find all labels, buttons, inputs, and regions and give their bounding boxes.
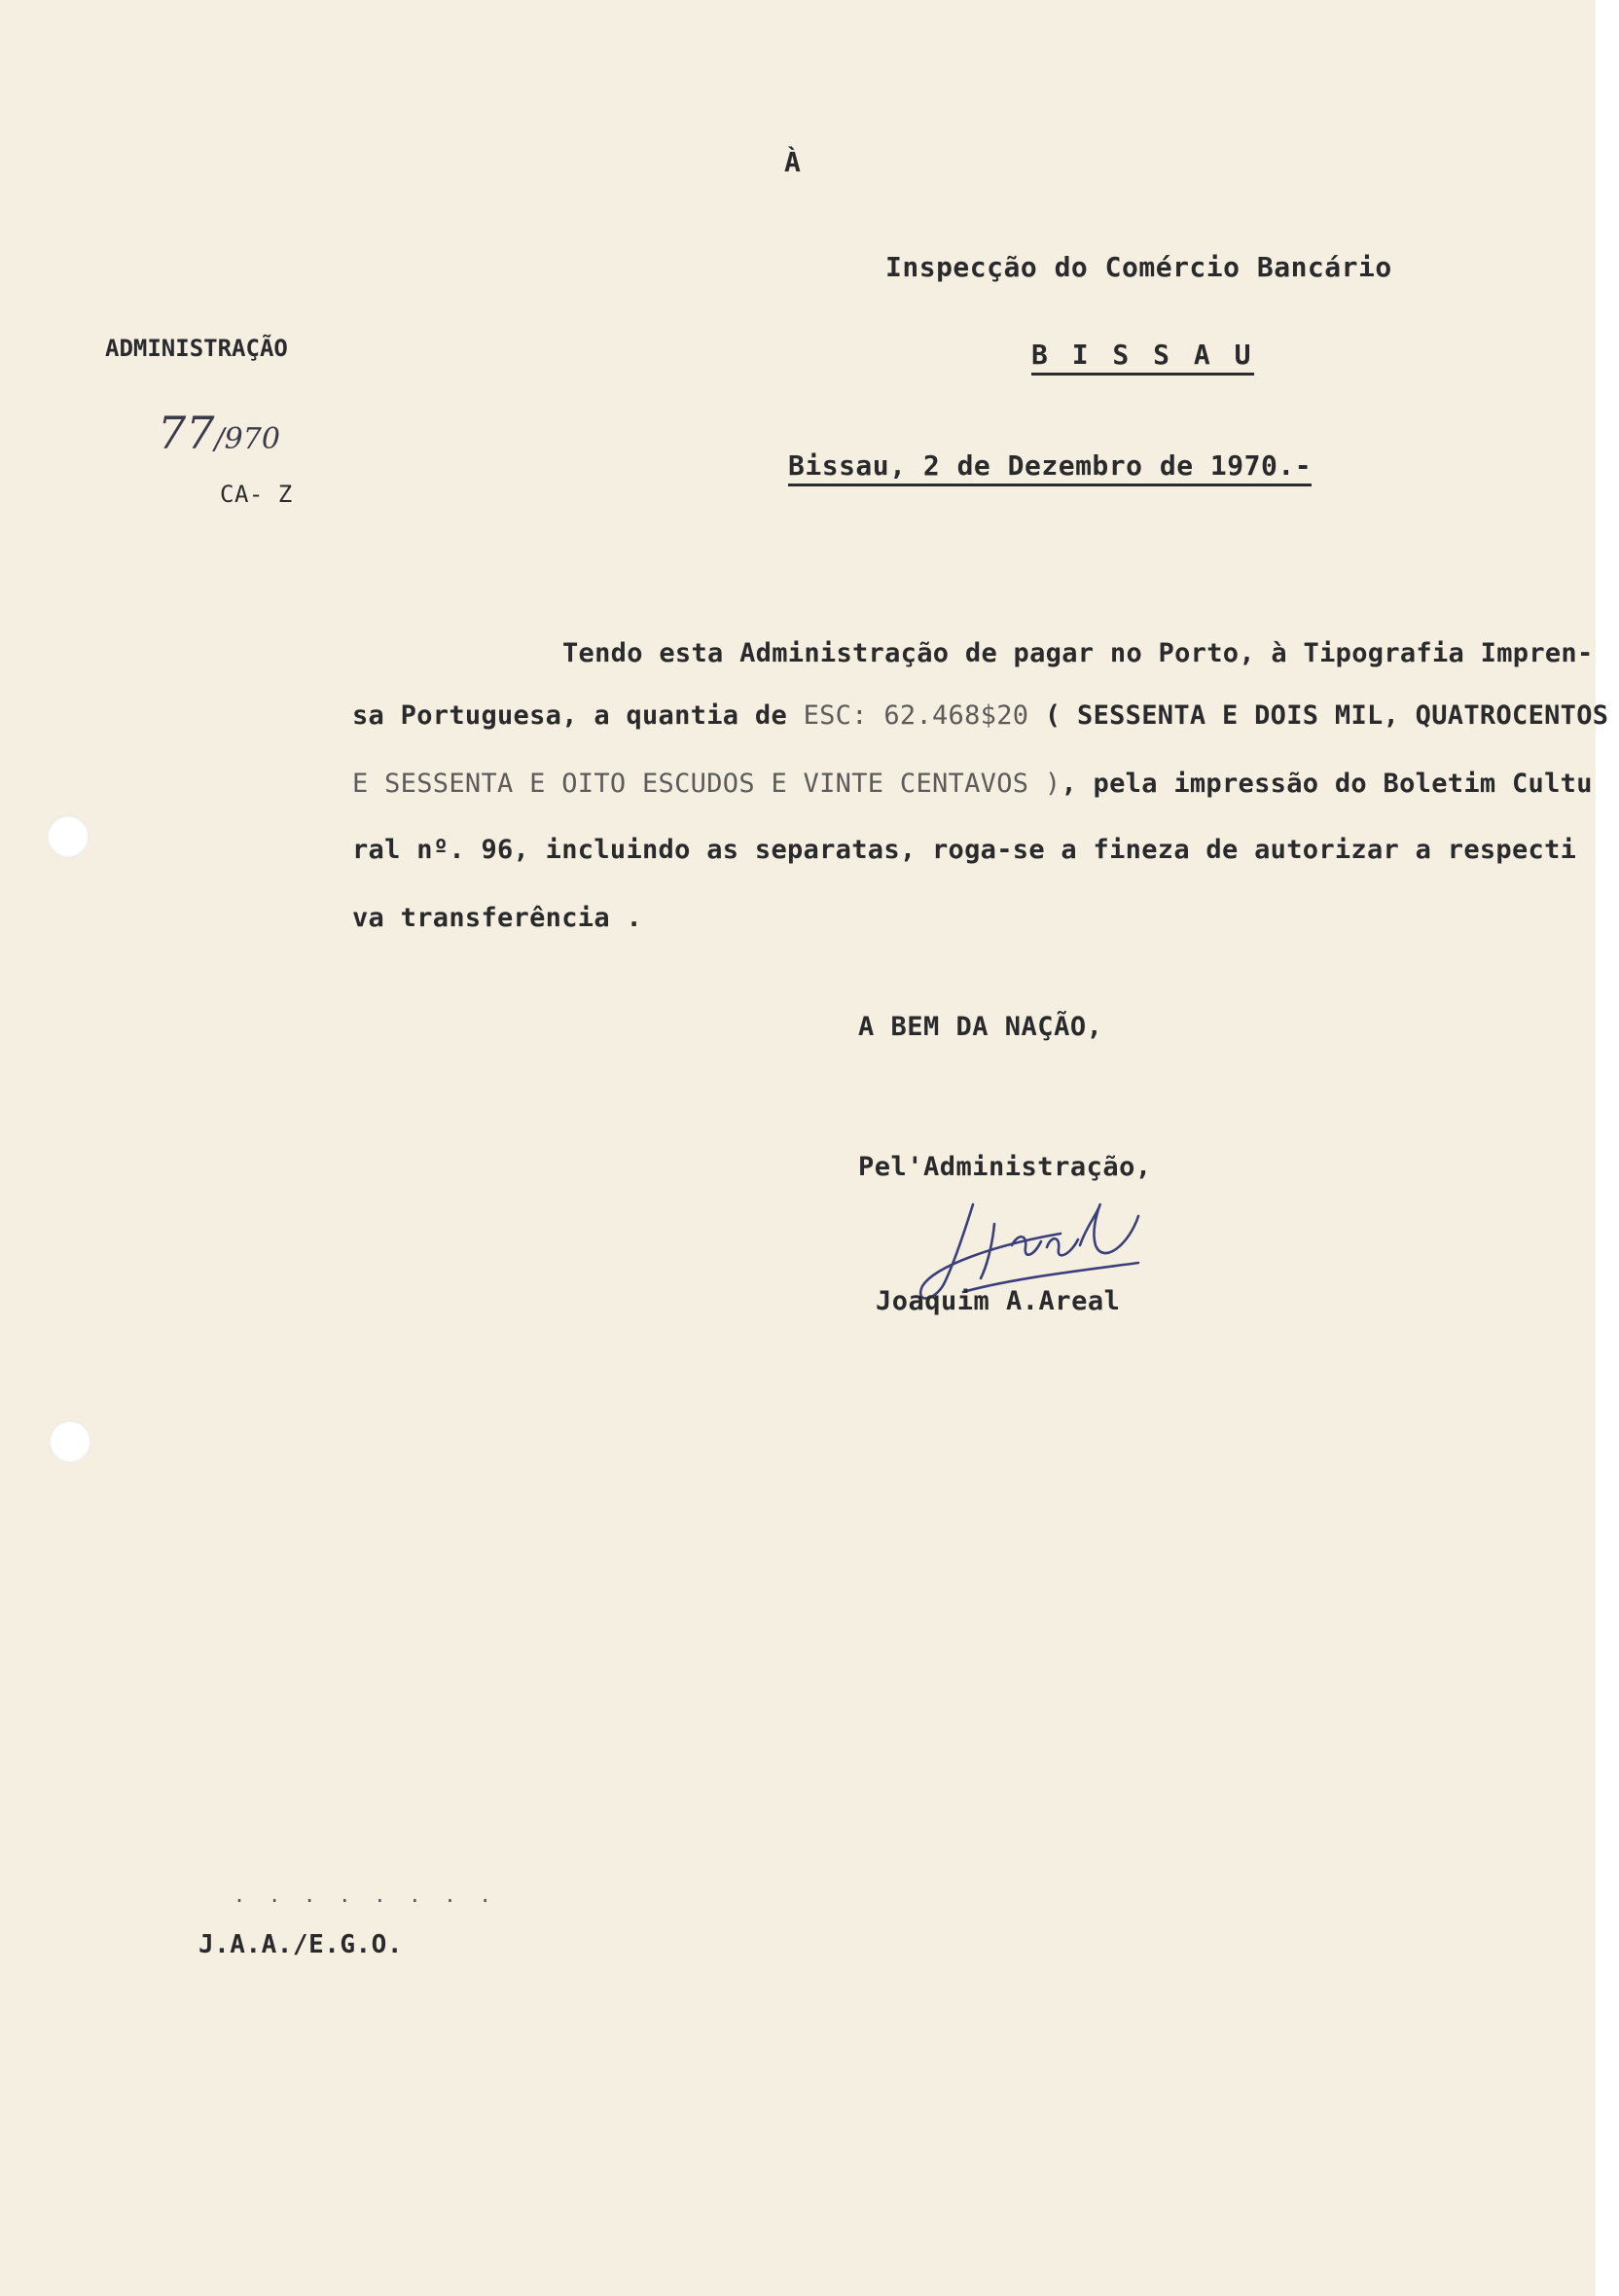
reference-number (158, 407, 280, 459)
body-line-2 (352, 700, 1617, 731)
body-line-5: va transferência . (352, 903, 642, 933)
on-behalf-line: Pel'Administração, (858, 1152, 1152, 1182)
recipient-name: Inspecção do Comércio Bancário (885, 251, 1392, 283)
punch-hole-top (47, 815, 90, 858)
footer-dots: . . . . . . . . (234, 1883, 497, 1907)
typist-initials: J.A.A./E.G.O. (198, 1930, 403, 1959)
punch-hole-bottom (49, 1420, 91, 1463)
reference-year: /970 (214, 422, 280, 456)
body-line-2-text: sa Portuguesa, a quantia de (352, 700, 804, 731)
signatory-name: Joaquim A.Areal (876, 1286, 1121, 1316)
top-mark: À (784, 146, 802, 178)
recipient-city: B I S S A U (1031, 339, 1254, 376)
body-line-3 (352, 769, 1617, 799)
reference-code: CA- Z (220, 481, 293, 508)
body-line-1: Tendo esta Administração de pagar no Porto, à Tipografia Impren- (562, 638, 1594, 668)
department-stamp: ADMINISTRAÇÃO (105, 335, 288, 362)
date-line: Bissau, 2 de Dezembro de 1970.- (788, 449, 1312, 486)
reference-handwritten: 77 (158, 407, 215, 459)
salutation: A BEM DA NAÇÃO, (858, 1012, 1103, 1042)
page-edge-strip (1596, 0, 1619, 2296)
amount-words-part-2: E SESSENTA E OITO ESCUDOS E VINTE CENTAVOS ) (352, 769, 1061, 799)
body-line-3-text: , pela impressão do Boletim Cultu (1061, 769, 1593, 799)
paren-open: ( (1028, 700, 1078, 731)
body-line-4: ral nº. 96, incluindo as separatas, roga-se a fineza de autorizar a respecti (352, 835, 1577, 865)
amount-figure: ESC: 62.468$20 (803, 700, 1029, 731)
amount-words-part-1: SESSENTA E DOIS MIL, QUATROCENTOS (1077, 700, 1608, 731)
